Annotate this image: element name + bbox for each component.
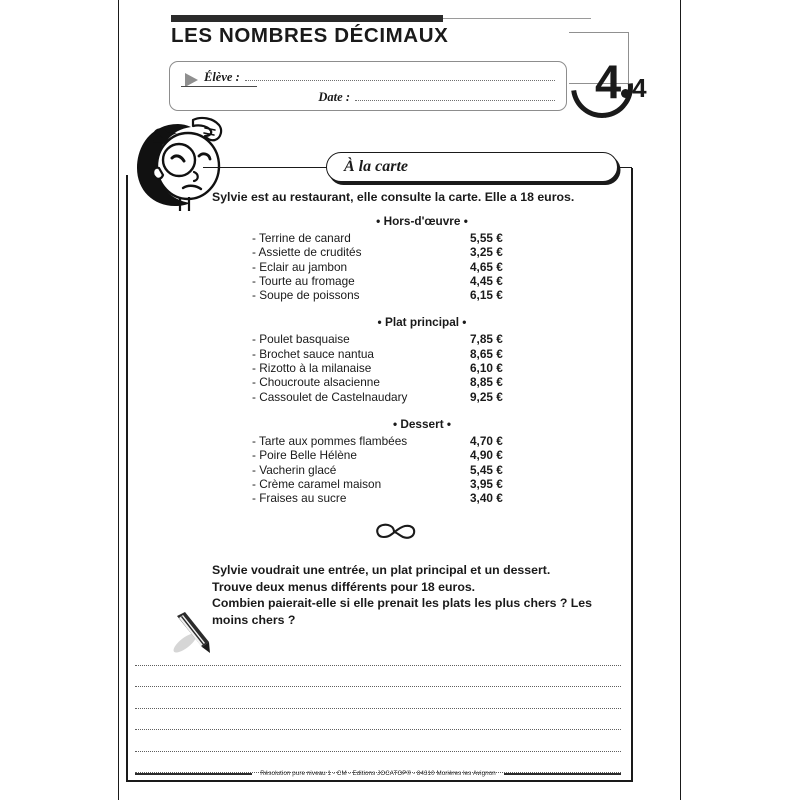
exercise-intro-text: Sylvie est au restaurant, elle consulte la carte. Elle a 18 euros. — [212, 190, 575, 204]
title-rule-dark — [171, 15, 443, 22]
student-label: Élève : — [204, 70, 240, 84]
menu-item-name: - Terrine de canard — [252, 231, 351, 245]
menu-item-name: - Choucroute alsacienne — [252, 375, 380, 390]
footer — [135, 770, 621, 777]
menu-item-name: - Brochet sauce nantua — [252, 346, 374, 361]
menu-item — [212, 375, 612, 389]
answer-line[interactable] — [135, 666, 621, 688]
answer-line[interactable] — [135, 687, 621, 709]
menu-item-price: 6,15 € — [470, 288, 503, 303]
menu-item — [212, 390, 612, 404]
menu-item — [212, 463, 612, 477]
student-label-underline — [181, 86, 257, 87]
menu-item — [212, 361, 612, 375]
menu-item — [212, 491, 612, 505]
menu-item-name: - Vacherin glacé — [252, 462, 337, 477]
page-title: LES NOMBRES DÉCIMAUX — [171, 24, 449, 47]
menu-item-name: - Assiette de crudités — [252, 245, 362, 260]
title-rule-light — [443, 18, 591, 20]
footer-rule-right — [504, 773, 621, 775]
menu-item-price: 6,10 € — [470, 361, 503, 376]
menu-item-price: 9,25 € — [470, 389, 503, 404]
question-line: Sylvie voudrait une entrée, un plat principal et un dessert. — [212, 563, 551, 577]
menu-item-name: - Soupe de poissons — [252, 288, 360, 303]
menu-item — [212, 245, 612, 259]
menu-item-price: 8,65 € — [470, 346, 503, 361]
menu-item-price: 4,65 € — [470, 259, 503, 274]
menu-item-price: 8,85 € — [470, 375, 503, 390]
menu-item-name: - Fraises au sucre — [252, 491, 347, 506]
menu-item-name: - Tarte aux pommes flambées — [252, 433, 408, 448]
answer-line[interactable] — [135, 644, 621, 666]
menu-item — [212, 448, 612, 462]
menu-item — [212, 288, 612, 302]
menu-item-price: 4,45 € — [470, 273, 503, 288]
menu-section — [212, 214, 612, 302]
section-banner-label: À la carte — [344, 158, 408, 175]
answer-line[interactable] — [135, 709, 621, 731]
page-sheet — [118, 0, 681, 800]
menu-item-price: 7,85 € — [470, 332, 503, 347]
menu-item-name: - Poire Belle Hélène — [252, 448, 357, 463]
flourish-ornament-icon — [374, 521, 418, 543]
menu-item — [212, 477, 612, 491]
exercise-frame-right-rail — [631, 168, 633, 782]
question-line: Trouve deux menus différents pour 18 euros. — [212, 579, 476, 594]
menu-item-name: - Crème caramel maison — [252, 476, 382, 491]
date-row — [185, 90, 555, 109]
menu-item — [212, 274, 612, 288]
footer-text: Résolution pure niveau 1 - CM - Editions JOCATOP® - 84310 Morières les Avignon — [260, 770, 496, 777]
date-label: Date : — [318, 90, 350, 104]
menu-item — [212, 434, 612, 448]
exercise-number-dot-icon — [621, 89, 630, 98]
menu-item-price: 4,70 € — [470, 433, 503, 448]
menu-card — [212, 214, 612, 516]
answer-lines — [135, 644, 621, 773]
menu-section-heading: • Hors-d'œuvre • — [376, 214, 468, 228]
question-line: Combien paierait-elle si elle prenait les plats les plus chers ? Les moins chers ? — [212, 596, 592, 627]
exercise-number — [595, 55, 647, 108]
menu-section-heading: • Dessert • — [392, 416, 452, 431]
menu-section — [212, 417, 612, 505]
menu-item — [212, 231, 612, 245]
menu-item-price: 5,45 € — [470, 462, 503, 477]
menu-item-price: 4,90 € — [470, 448, 503, 463]
footer-rule-left — [135, 773, 252, 775]
answer-line[interactable] — [135, 730, 621, 752]
menu-item-price: 5,55 € — [470, 231, 503, 245]
menu-item-price: 3,40 € — [470, 491, 503, 506]
menu-item — [212, 260, 612, 274]
menu-item-name: - Tourte au fromage — [252, 273, 355, 288]
student-name-input[interactable] — [245, 70, 555, 81]
exercise-frame-bottom-rail — [126, 780, 632, 782]
menu-item-name: - Rizotto à la milanaise — [252, 361, 372, 376]
menu-item-name: - Eclair au jambon — [252, 259, 348, 274]
menu-item — [212, 347, 612, 361]
question-text — [212, 562, 622, 628]
menu-section — [212, 315, 612, 403]
triangle-marker-icon — [185, 73, 198, 87]
banner-connector-left — [203, 167, 328, 168]
menu-section-heading: • Plat principal • — [377, 315, 467, 330]
menu-item — [212, 332, 612, 346]
exercise-number-major: 4 — [595, 55, 621, 108]
menu-item-name: - Poulet basquaise — [252, 332, 350, 347]
exercise-number-minor: 4 — [632, 72, 647, 103]
exercise-frame-left-rail — [126, 175, 128, 782]
menu-item-name: - Cassoulet de Castelnaudary — [252, 389, 408, 404]
menu-item-price: 3,95 € — [470, 476, 503, 491]
menu-item-price: 3,25 € — [470, 245, 503, 260]
banner-connector-right — [616, 167, 632, 168]
date-input[interactable] — [355, 90, 555, 101]
